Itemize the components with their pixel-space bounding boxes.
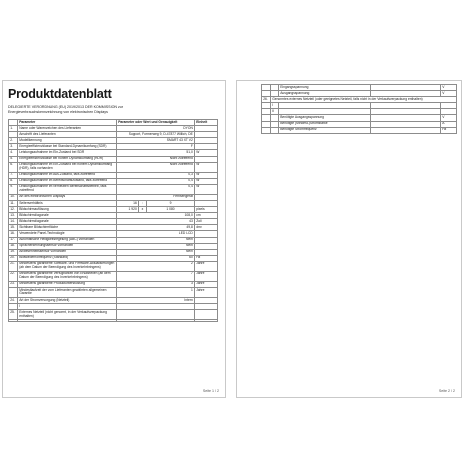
- parameter-unit: W: [195, 184, 218, 194]
- row-number: [9, 320, 18, 322]
- parameter-value: DYON: [117, 126, 195, 132]
- parameter-unit: [195, 310, 218, 320]
- parameter-value: Nein: [117, 237, 195, 243]
- value-separator: :: [139, 200, 147, 206]
- parameter-unit: pixels: [195, 207, 218, 213]
- parameter-label: Spracherkennungssensor vorhanden: [18, 243, 117, 249]
- regulation-subtitle: DELEGIERTE VERORDNUNG (EU) 2019/2013 DER KOMMISSION zur Energieverbrauchskennzeichnung von elektronischen Displays: [8, 105, 123, 114]
- table-row: [9, 184, 218, 194]
- parameter-label: Mindestens garantierte Software- und Firmware-Aktualisierungen (ab dem Datum der Beendigung des Inverkehrbringens): [18, 261, 117, 271]
- parameter-value: 43: [117, 219, 195, 225]
- parameter-label: Leistungsaufnahme im Bereitschaftszustand, falls zutreffend: [18, 178, 117, 184]
- parameter-value: Fernsehgerät: [117, 194, 195, 200]
- row-number: 16.: [9, 231, 18, 237]
- parameter-label: Anwesenheitssensor vorhanden: [18, 249, 117, 255]
- parameter-value: Nicht zutreffend: [117, 162, 195, 172]
- parameter-label: Leistungsaufnahme im Aus-Zustand, falls zutreffend: [18, 172, 117, 178]
- parameter-value: 2: [117, 261, 195, 271]
- table-row: [9, 310, 218, 320]
- row-number: 21.: [9, 261, 18, 271]
- parameter-unit: cm: [195, 213, 218, 219]
- row-mark: II: [271, 109, 279, 115]
- row-number: 12.: [9, 207, 18, 213]
- row-number: 11.: [9, 200, 18, 206]
- parameter-label: Genormtes externes Netzteil (oder geeignetes Netzteil, falls nicht in der Verkaufsverpackung enthalten): [271, 97, 457, 103]
- parameter-unit: [195, 320, 218, 322]
- row-number: 9.: [9, 184, 18, 194]
- row-number: 19.: [9, 249, 18, 255]
- parameter-value: [117, 310, 195, 320]
- parameter-label: Leistungsaufnahme im Ein-Zustand bei SDR: [18, 150, 117, 156]
- row-number: 8.: [9, 178, 18, 184]
- parameter-unit: A: [441, 121, 457, 127]
- row-number: [9, 287, 18, 297]
- parameter-unit: Hz: [195, 255, 218, 261]
- parameter-label: [18, 320, 117, 322]
- parameter-label: Art des elektronischen Displays: [18, 194, 117, 200]
- parameter-value: 7: [117, 271, 195, 281]
- parameter-value: 60: [117, 255, 195, 261]
- parameter-value: [371, 127, 441, 133]
- parameter-label: Mindestens garantierte Verfügbarkeit von Ersatzteilen (ab dem Datum der Beendigung des Inverkehrbringens): [18, 271, 117, 281]
- table-row: [9, 287, 218, 297]
- parameter-label: Name oder Warenzeichen des Lieferanten: [18, 126, 117, 132]
- parameter-unit: V: [441, 115, 457, 121]
- parameter-label: Energieeffizienzklasse bei hohem Dynamikumfang (HDR): [18, 156, 117, 162]
- row-number: 15.: [9, 225, 18, 231]
- row-text: Externes Netzteil (nicht genormt, in der Verkaufsverpackung enthalten): [19, 309, 107, 318]
- page-title: Produktdatenblatt: [8, 87, 112, 101]
- parameter-label: Sichtbare Bildschirmfläche: [18, 225, 117, 231]
- table-row: [262, 127, 457, 133]
- value-part-a: 16: [117, 200, 139, 206]
- row-number: 6.: [9, 162, 18, 172]
- parameter-label: Verwendete Panel-Technologie: [18, 231, 117, 237]
- parameter-label: Automatische Helligkeitsregelung (ABC) vorhanden: [18, 237, 117, 243]
- row-number: 23.: [9, 281, 18, 287]
- parameter-label: Mindestens garantierte Produktunterstützung: [18, 281, 117, 287]
- parameter-value: Nein: [117, 243, 195, 249]
- parameter-label: Bildwiederholfrequenz (Standard): [18, 255, 117, 261]
- row-number: 18.: [9, 243, 18, 249]
- parameter-unit: Zoll: [195, 219, 218, 225]
- row-number: 1.: [9, 126, 18, 132]
- parameter-value: Intern: [117, 297, 195, 303]
- page-number: Seite 1 / 2: [202, 389, 219, 393]
- parameter-unit: W: [195, 162, 218, 172]
- row-number: 5.: [9, 156, 18, 162]
- parameter-label: Bildschirmauflösung: [18, 207, 117, 213]
- row-number: 7.: [9, 172, 18, 178]
- parameter-unit: W: [195, 178, 218, 184]
- parameter-label: Energieeffizienzklasse bei Standard-Dynamikumfang (SDR): [18, 144, 117, 150]
- parameter-label: Benötigte (Mindest-)Stromstärke: [279, 121, 371, 127]
- parameter-value: F: [117, 144, 195, 150]
- row-mark: I: [271, 103, 279, 109]
- row-mark: I: [19, 303, 21, 308]
- parameter-label: Bildschirmdiagonale: [18, 213, 117, 219]
- parameter-unit: W: [195, 150, 218, 156]
- parameter-label: Seitenverhältnis: [18, 200, 117, 206]
- parameter-unit: Hz: [441, 127, 457, 133]
- parameter-label: Ausgangsspannung: [279, 91, 371, 97]
- row-number: 22.: [9, 271, 18, 281]
- header-unit: Einheit: [195, 120, 218, 126]
- parameter-label: [18, 310, 117, 320]
- parameter-value: 1: [117, 287, 195, 297]
- parameter-value: 0,4: [117, 184, 195, 194]
- row-number: 20.: [9, 255, 18, 261]
- parameter-label: Anschrift des Lieferanten: [18, 132, 117, 138]
- table-row: [9, 271, 218, 281]
- row-number: 2.: [9, 138, 18, 144]
- parameter-value: [117, 320, 195, 322]
- row-number: 13.: [9, 213, 18, 219]
- parameter-value: Nein: [117, 249, 195, 255]
- datasheet-page-2: [236, 80, 462, 398]
- parameter-label: Mindestlaufzeit der vom Lieferanten gewährten allgemeinen Garantie: [18, 287, 117, 297]
- row-number: 24.: [9, 297, 18, 303]
- parameter-value: 108,0: [117, 213, 195, 219]
- product-data-table: [8, 119, 218, 322]
- parameter-unit: V: [441, 91, 457, 97]
- parameter-label: Art der Stromversorgung (Netzteil): [18, 297, 117, 303]
- parameter-label: Modellkennung: [18, 138, 117, 144]
- header-value: Parameter oder Wert und Genauigkeit: [117, 120, 195, 126]
- parameter-label: Benötigte Ausgangsspannung: [279, 115, 371, 121]
- header-parameter: Parameter: [18, 120, 117, 126]
- parameter-label: Leistungsaufnahme im Ein-Zustand bei hohem Dynamikumfang (HDR), falls vorhanden: [18, 162, 117, 172]
- row-number: 17.: [9, 237, 18, 243]
- parameter-unit: V: [441, 85, 457, 91]
- parameter-unit: Jahre: [195, 287, 218, 297]
- row-number: 3.: [9, 144, 18, 150]
- parameter-unit: dm²: [195, 225, 218, 231]
- row-number: 25.: [9, 310, 18, 320]
- row-number: 26.: [262, 97, 271, 103]
- parameter-label: Benötigte Stromfrequenz: [279, 127, 371, 133]
- parameter-unit: Jahre: [195, 261, 218, 271]
- parameter-value: 51,0: [117, 150, 195, 156]
- table-row: [9, 320, 218, 322]
- power-supply-table: [261, 84, 457, 134]
- parameter-value: LED LCD: [117, 231, 195, 237]
- parameter-value: Support, Formerweg 9, D-47877 Willich, DE: [117, 132, 195, 138]
- value-part-a: 1 920: [117, 207, 139, 213]
- row-mark: [271, 127, 279, 133]
- parameter-label: Eingangsspannung: [279, 85, 371, 91]
- parameter-unit: Jahre: [195, 281, 218, 287]
- datasheet-page-1: [2, 80, 226, 398]
- row-number: 4.: [9, 150, 18, 156]
- parameter-label: Bildschirmdiagonale: [18, 219, 117, 225]
- parameter-value: 3: [117, 281, 195, 287]
- row-number: 14.: [9, 219, 18, 225]
- value-part-b: 1 080: [147, 207, 195, 213]
- parameter-unit: W: [195, 172, 218, 178]
- table-row: [9, 261, 218, 271]
- value-part-b: 9: [147, 200, 195, 206]
- row-number: 10.: [9, 194, 18, 200]
- row-number: [262, 127, 271, 133]
- parameter-value: 0,4: [117, 178, 195, 184]
- parameter-value: 49,8: [117, 225, 195, 231]
- parameter-unit: Jahre: [195, 271, 218, 281]
- table-row: [9, 162, 218, 172]
- page-number: Seite 2 / 2: [438, 389, 455, 393]
- value-separator: x: [139, 207, 147, 213]
- parameter-value: 0,3: [117, 172, 195, 178]
- parameter-label: Leistungsaufnahme im vernetzten Bereitschaftsbetrieb, falls zutreffend: [18, 184, 117, 194]
- parameter-value: Nicht zutreffend: [117, 156, 195, 162]
- parameter-value: SMART 43 XT V2: [117, 138, 195, 144]
